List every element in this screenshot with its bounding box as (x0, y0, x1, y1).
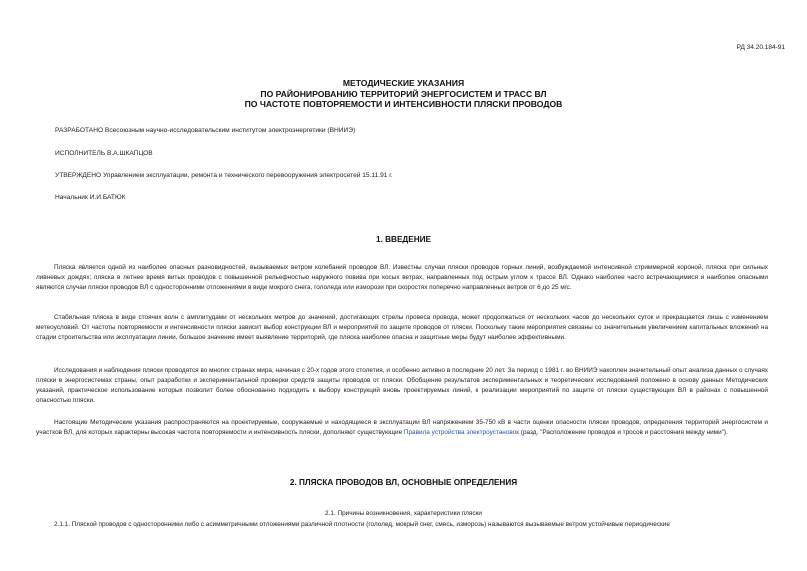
paragraph-2-1-1: 2.1.1. Пляской проводов с односторонними либо с асимметричными отложениями различной плотности (гололед, мокрый снег, смесь, изморозь) называются вызываемые ветром устойчивые периодические (54, 521, 670, 528)
section-2-heading: 2. ПЛЯСКА ПРОВОДОВ ВЛ, ОСНОВНЫЕ ОПРЕДЕЛЕНИЯ (289, 478, 518, 487)
head-signature: Начальник И.И.БАТЮК (55, 194, 126, 201)
document-title (0, 78, 807, 110)
document-code: РД 34.20.184-91 (736, 44, 785, 51)
developed-by: РАЗРАБОТАНО Всесоюзным научно-исследовательским институтом электроэнергетики (ВНИИЭ) (55, 127, 356, 134)
executor: ИСПОЛНИТЕЛЬ В.А.ШКАПЦОВ (55, 150, 153, 157)
approved-by: УТВЕРЖДЕНО Управлением эксплуатации, ремонта и технического перевооружения электросетей 15.11.91 г. (55, 172, 393, 179)
paragraph-2: Стабильная пляска в виде стоячих волн с амплитудами от нескольких метров до значений, достигающих стрелы провеса провода, может продолжаться от нескольких часов до нескольких суток и прекращается лишь с изменением метеоусловий. От частоты повторяемости и интенсивности пляски зависит выбор конструкции ВЛ и мероприятий по защите проводов от пляски. Поскольку такие мероприятия связаны со значительным увеличением капитальных вложений на стадии строительства или эксплуатации линии, большое значение имеет выявление территорий, где пляска наиболее опасна и защитные меры будут наиболее эффективными. (36, 314, 768, 341)
paragraph-4-text-end: (разд. "Расположение проводов и тросов и расстояния между ними"). (519, 428, 728, 436)
paragraph-4-text-start: Настоящие Методические указания распространяются на проектируемые, сооружаемые и находящиеся в эксплуатации ВЛ напряжением 35-750 кВ в части оценки опасности пляски проводов, определения территорий энергосистем и участков ВЛ, для которых характерны высокая частота повторяемости и интенсивность пляски, дополняют существующие (36, 419, 768, 436)
title-line-1: МЕТОДИЧЕСКИЕ УКАЗАНИЯ (342, 78, 465, 88)
paragraph-3: Исследования и наблюдения пляски проводятся во многих странах мира, начиная с 20-х годов этого столетия, и особенно активно в последние 20 лет. За период с 1981 г. во ВНИИЭ накоплен значительный опыт анализа данных о случаях пляски в энергосистемах страны, опыт разработки и экспериментальной проверки средств защиты проводов от пляски. Обобщение результатов экспериментальных и теоретических исследований положено в основу данных Методических указаний, практическое использование которых позволит более обоснованно подходить к выбору конструкций вновь проектируемых линий, к реализации мероприятий по защите от пляски существующих ВЛ в районах с повышенной опасностью пляски. (36, 367, 768, 404)
paragraph-4 (36, 418, 768, 438)
title-line-2: ПО РАЙОНИРОВАНИЮ ТЕРРИТОРИЙ ЭНЕРГОСИСТЕМ И ТРАСС ВЛ (260, 88, 547, 99)
title-line-3: ПО ЧАСТОТЕ ПОВТОРЯЕМОСТИ И ИНТЕНСИВНОСТИ ПЛЯСКИ ПРОВОДОВ (244, 99, 563, 109)
section-1-heading: 1. ВВЕДЕНИЕ (376, 235, 431, 244)
subsection-2-1-heading: 2.1. Причины возникновения, характеристики пляски (325, 510, 482, 517)
paragraph-1: Пляска является одной из наиболее опасных разновидностей, вызываемых ветром колебаний проводов ВЛ. Известны случаи пляски проводов горных линий, возбуждаемой интенсивной стриммерной короной, пляска при сильных ливневых дождях; пляска в летнее время витых проводов с повышенной рельефностью наружного повива при косых ветрах, направленных под острым углом к трассе ВЛ. Однако наиболее часто встречающимися и наиболее опасными являются случаи пляски проводов ВЛ с односторонними отложениями в виде мокрого снега, гололеда или изморози при скоростях поперечно направленных ветров от 6 до 25 м/с. (36, 264, 768, 291)
pue-link[interactable]: Правила устройства электроустановок (403, 428, 520, 436)
